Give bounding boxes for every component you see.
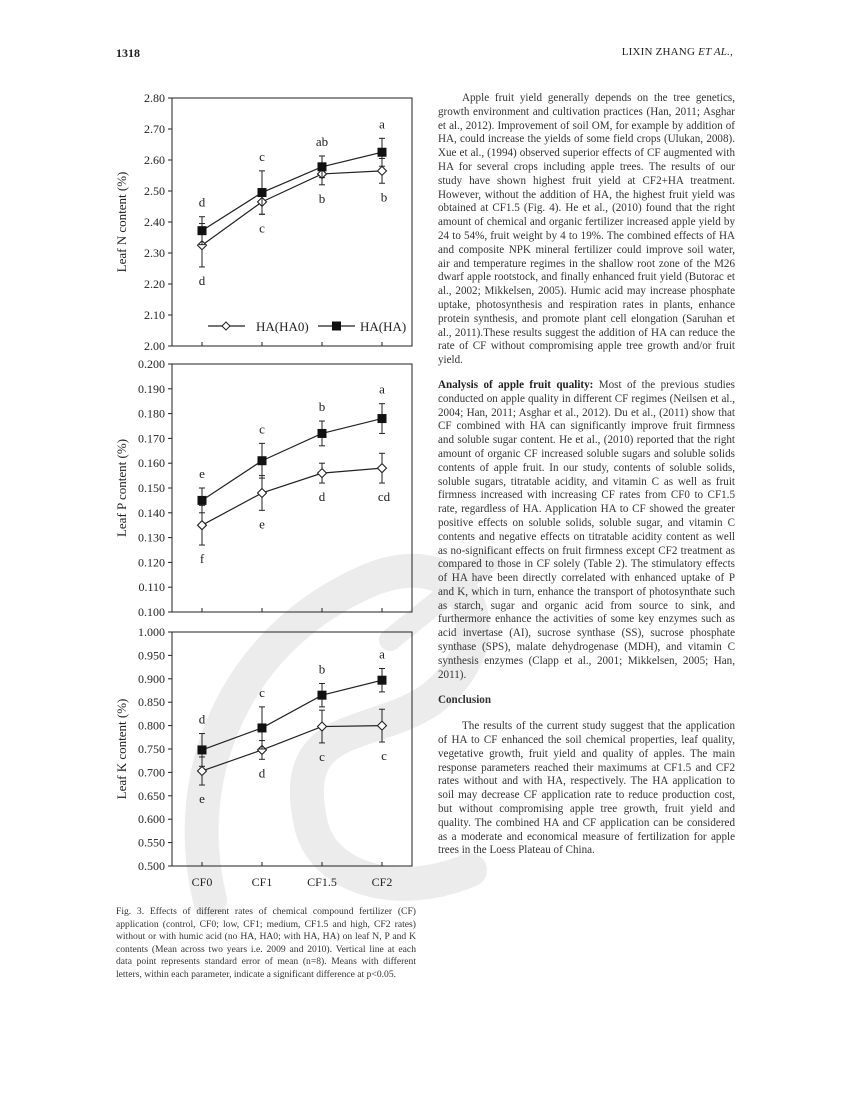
series-line-0 [202,171,382,245]
page-number: 1318 [116,46,140,60]
y-axis-label: Leaf P content (%) [114,438,129,538]
y-tick-label: 0.800 [138,718,165,733]
significance-letter: d [198,272,206,288]
series-line-0 [202,726,382,771]
significance-letter: e [199,466,205,481]
y-tick-label: 2.00 [144,339,165,353]
series-line-1 [202,419,382,501]
significance-letter: d [198,194,206,210]
significance-letter: d [198,711,206,727]
data-point-square [198,745,207,754]
y-tick-label: 0.600 [138,812,165,827]
x-category-label: CF1 [251,875,273,889]
significance-letter: c [259,148,265,164]
data-point-square [258,188,267,197]
y-tick-label: 2.40 [144,215,165,229]
data-point-square [258,723,267,732]
paragraph-fruit-quality-text: Most of the previous studies conducted on apple quality in different CF regimes (Neilsen et al., 2004; Han, 2011; Asghar et al., 2012). Du et al., (2011) show that CF combined with HA can significantly improve fruit firmness and soluble sugar content. He et al., (2010) reported that the right amount of organic CF increased soluble sugars and soluble solids contents of apple fruit. In our study, contents of soluble solids, soluble sugars, titratable acidity, and vitamin C as well as fruit firmness increased with increasing CF rates from CF0 to CF1.5 rate, regardless of HA. Application HA to CF showed the greater positive effects on soluble solids, soluble sugar, and vitamin C contents and negative effects on titratable acidity content as well as no-significant effects on fruit firmness except CF2 treatment as compared to those in CF solely (Table 2). The stimulatory effects of HA have been directly correlated with enhanced uptake of P and K, which in turn, enhance the transport of photosynthate such as starch, sugar and organic acid from source to sink, and furthermore enhance the activities of some key enzymes such as acid invertase (AI), sucrose synthase (SS), sucrose phosphate synthase (SPS), malate dehydrogenase (MDH), and vitamin C synthesis enzymes (Clapp et al., 2001; Mikkelsen, 2005; Han, 2011). [438,378,735,681]
significance-letter: c [381,747,387,763]
significance-letter: d [318,489,326,505]
y-tick-label: 0.950 [138,648,165,663]
data-point-diamond [198,766,207,775]
x-category-label: CF2 [371,875,393,889]
running-head [622,46,733,58]
significance-letter: c [319,748,325,764]
y-tick-label: 0.900 [138,671,165,686]
series-line-1 [202,152,382,230]
y-tick-label: 2.60 [144,153,165,167]
y-tick-label: 2.50 [144,184,165,198]
y-tick-label: 0.100 [138,605,165,619]
y-axis-label: Leaf K content (%) [114,698,129,800]
y-tick-label: 1.000 [138,625,165,639]
data-point-diamond [378,464,387,473]
running-head-author: LIXIN ZHANG [621,46,696,58]
x-category-label: CF0 [191,875,213,889]
data-point-diamond [378,721,387,730]
data-point-square [198,496,207,505]
data-point-square [318,429,327,438]
figure-caption: Fig. 3. Effects of different rates of chemical compound fertilizer (CF) application (control, CF0; low, CF1; medium, CF1.5 and high, CF2 rates) without or with humic acid (no HA, HA0; with HA, HA) on leaf N, P and K contents (Mean across two years i.e. 2009 and 2010). Vertical line at each data point represents standard error of mean (n=8). Means with different letters, within each parameter, indicate a significant difference at p<0.05. [116,906,416,980]
section-heading: Analysis of apple fruit quality: [438,378,594,391]
y-tick-label: 0.150 [138,481,165,495]
data-point-square [378,414,387,423]
plot-frame [172,632,412,866]
legend-label-ha0: HA(HA0) [256,319,309,334]
x-category-label: CF1.5 [307,875,337,889]
significance-letter: a [379,646,385,662]
data-point-diamond [378,166,387,175]
y-tick-label: 0.500 [138,859,165,873]
data-point-diamond [318,469,327,478]
y-tick-label: 0.130 [138,530,165,545]
data-point-diamond [318,722,327,731]
y-tick-label: 0.750 [138,742,165,756]
series-line-1 [202,680,382,750]
data-point-square [198,226,207,235]
y-tick-label: 0.550 [138,835,165,850]
y-tick-label: 0.160 [138,456,165,471]
data-point-diamond [198,521,207,530]
running-head-suffix: ET AL., [698,46,733,58]
significance-letter: b [318,399,326,415]
data-point-square [258,456,267,465]
y-tick-label: 0.850 [138,695,165,710]
legend-marker-diamond [222,322,230,330]
significance-letter: e [199,791,205,807]
significance-letter: c [259,684,265,700]
y-tick-label: 0.190 [138,381,165,396]
significance-letter: b [318,190,326,206]
y-tick-label: 0.170 [138,431,165,446]
significance-letter: b [318,661,326,677]
significance-letter: f [199,551,205,567]
y-tick-label: 0.200 [138,357,165,371]
significance-letter: ab [315,133,329,149]
data-point-square [378,676,387,685]
legend-marker-square [332,322,341,331]
y-tick-label: 2.30 [144,246,165,260]
paragraph-fruit-quality [438,379,735,683]
significance-letter: c [259,421,265,437]
significance-letter: cd [377,489,391,505]
conclusion-heading: Conclusion [438,694,492,707]
y-tick-label: 0.140 [138,505,165,520]
y-axis-label: Leaf N content (%) [114,171,129,273]
significance-letter: a [379,381,385,397]
legend-label-ha: HA(HA) [360,319,407,334]
data-point-square [318,162,327,171]
y-tick-label: 2.20 [144,277,165,291]
significance-letter: e [259,516,265,532]
y-tick-label: 0.700 [138,765,165,780]
significance-letter: d [258,765,266,781]
conclusion-paragraph: The results of the current study suggest that the application of HA to CF enhanced the soil chemical properties, leaf quality, vegetative growth, fruit yield and quality of apples. The main response parameters reached their maximums at CF1.5 and CF2 rates without and with HA, respectively. The HA application to soil may decrease CF application rate to reduce production cost, but without compromising apple tree growth, fruit yield and quality. The combined HA and CF application can be considered as a moderate and economical measure of fertilization for apple trees in the Loess Plateau of China. [438,720,735,857]
right-column [438,92,735,858]
data-point-square [318,691,327,700]
plot-frame [172,98,412,346]
significance-letter: b [380,189,388,205]
y-tick-label: 2.80 [144,91,165,105]
y-tick-label: 0.120 [138,555,165,570]
y-tick-label: 0.180 [138,406,165,421]
y-tick-label: 0.650 [138,788,165,803]
figure-3-charts [110,88,420,898]
y-tick-label: 2.70 [144,122,165,136]
data-point-square [378,148,387,157]
data-point-diamond [258,488,267,497]
significance-letter: a [379,116,385,132]
series-line-0 [202,468,382,525]
significance-letter: c [259,220,265,236]
plot-frame [172,364,412,612]
y-tick-label: 2.10 [144,308,165,322]
paragraph-fruit-yield: Apple fruit yield generally depends on the tree genetics, growth environment and cultivation practices (Han, 2011; Asghar et al., 2012). Improvement of soil OM, for example by addition of HA, could increase the yields of some field crops (Ulukan, 2008). Xue et al., (1994) observed superior effects of CF augmented with HA for several crops including apple trees. The results of our study have shown highest fruit yield at CF2+HA treatment. However, without the addition of HA, the highest fruit yield was obtained at CF1.5 (Fig. 4). He et al., (2010) found that the right amount of chemical and organic fertilizer increased apple yield by 24 to 54%, fruit weight by 4 to 19%. The combined effects of HA and composite NPK mineral fertilizer could improve soil water, air and temperature regimes in the shallow root zone of the M26 dwarf apple rootstock, and finally enhanced fruit yield (Butorac et al., 2002; Mikkelsen, 2005). Humic acid may increase phosphate uptake, photosynthesis and respiration rates in plants, enhance protein synthesis, and promote plant cell elongation (Saruhan et al., 2011).These results suggest the addition of HA can reduce the rate of CF without compromising apple tree growth and/or fruit yield. [438,92,735,367]
y-tick-label: 0.110 [138,580,165,595]
